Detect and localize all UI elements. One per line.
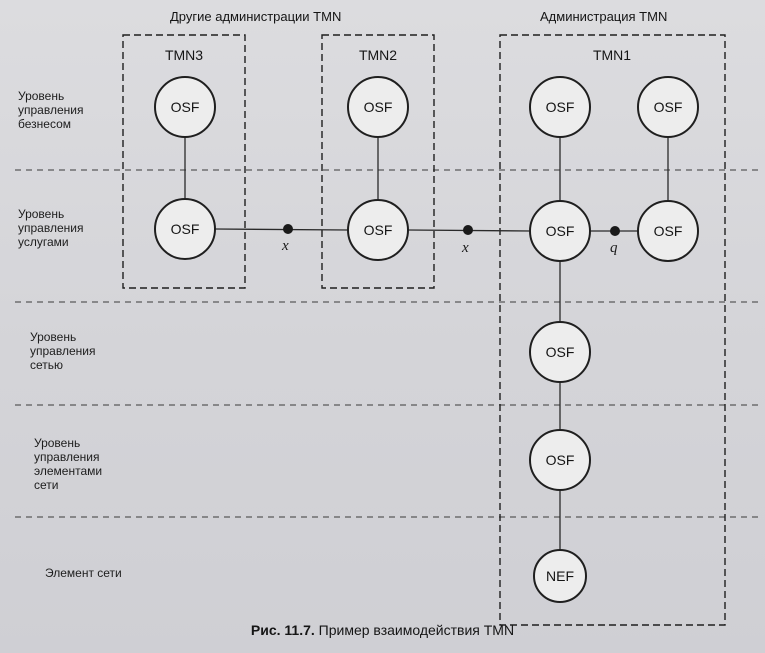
reference-label-x2: x xyxy=(462,240,469,256)
node-label-tmn1-business: OSF xyxy=(545,99,575,115)
node-label-tmn2-service: OSF xyxy=(363,222,393,238)
level-label-service: Уровень управления услугами xyxy=(18,207,84,249)
figure-number: Рис. 11.7. xyxy=(250,622,315,638)
other-administrations-title: Другие администрации TMN xyxy=(170,9,342,24)
link-tmn3-tmn2-service xyxy=(215,229,348,230)
node-label-tmn3-business: OSF xyxy=(170,99,200,115)
node-label-tmn1-network: OSF xyxy=(545,344,575,360)
node-label-tmn1-element: OSF xyxy=(545,452,575,468)
domain-label-tmn1: TMN1 xyxy=(592,47,632,63)
domain-label-tmn3: TMN3 xyxy=(164,47,204,63)
node-label-tmn1b-service: OSF xyxy=(653,223,683,239)
node-label-tmn1-service: OSF xyxy=(545,223,575,239)
reference-label-x1: x xyxy=(282,238,289,254)
reference-point-x2 xyxy=(463,225,473,235)
reference-point-q xyxy=(610,226,620,236)
level-label-business: Уровень управления безнесом xyxy=(18,89,84,131)
figure-caption xyxy=(0,622,765,638)
level-label-network-element: Элемент сети xyxy=(45,566,122,580)
node-label-tmn2-business: OSF xyxy=(363,99,393,115)
reference-point-x1 xyxy=(283,224,293,234)
node-label-tmn1b-business: OSF xyxy=(653,99,683,115)
node-label-tmn1-nef: NEF xyxy=(546,568,574,584)
reference-label-q: q xyxy=(610,240,618,256)
own-administration-title: Администрация TMN xyxy=(540,9,668,24)
domain-label-tmn2: TMN2 xyxy=(358,47,398,63)
figure-caption-text: Пример взаимодействия TMN xyxy=(318,622,515,638)
level-label-network: Уровень управления сетью xyxy=(30,330,96,372)
level-label-element: Уровень управления элементами сети xyxy=(34,436,103,492)
node-label-tmn3-service: OSF xyxy=(170,221,200,237)
